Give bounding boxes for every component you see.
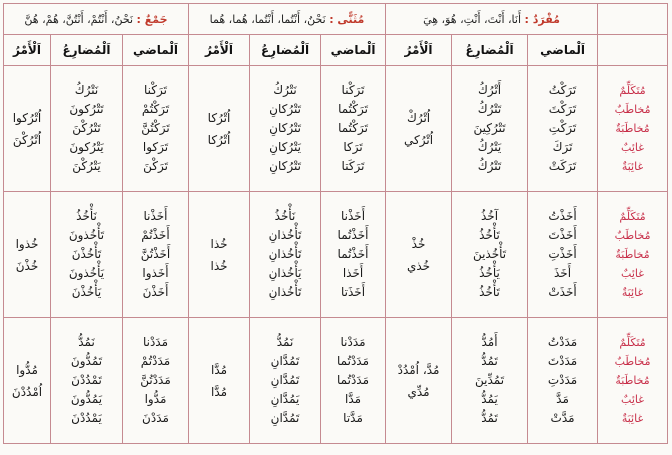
group-pronouns-dual: نَحْنُ، أَنْتُما، أَنْتُما، هُما، هُما [209,12,330,26]
group-header-dual [189,4,386,35]
person-label: مُخاطَبٌ [614,103,651,116]
verb-form: أَخَذوا [142,266,169,280]
verb-form: نَمُدُّ [78,335,95,349]
conjugation-cell-dual-amr [189,66,250,192]
person-label: مُخاطَبَةٌ [615,374,650,387]
col-header-amr: اَلْأَمْرُ [189,35,250,66]
verb-form: تَأْخُذانِ [268,247,302,261]
verb-form: مُدُّوا [16,362,38,377]
conjugation-cell-singular-mudari [452,318,528,444]
verb-form: خُذا [210,258,228,273]
verb-form: خُذْ [411,236,426,251]
group-header-row [4,4,668,35]
group-title-dual: مُثَنًّى : [329,12,365,26]
verb-form: تَتْرُكانِ [269,159,301,173]
conjugation-cell-plural-madi [123,192,189,318]
verb-form: يَمْدُدْنَ [71,411,102,425]
verb-form: مَدَدْنا [340,335,366,349]
conjugation-cell-plural-mudari [51,318,123,444]
verb-form: نَتْرُكُ [74,83,99,97]
person-label: مُخاطَبٌ [614,355,651,368]
verb-form: تَتْرُكْنَ [72,121,101,135]
verb-form: يَتْرُكونَ [69,140,104,154]
verb-form: أَخَذْتُنَّ [140,247,171,261]
verb-row [4,66,668,192]
verb-form: يَأْخُذُ [479,266,500,280]
verb-form: اُتْرُكوا [12,110,42,125]
verb-form: تَتْرُكانِ [269,121,301,135]
verb-form: تَرَكا [343,140,363,154]
verb-form: مَدَدْتُنَّ [140,373,171,387]
verb-form: أَخَذْنَ [142,285,169,299]
verb-form: تَمُدُّ [481,411,498,425]
verb-form: مَدَدْتِ [547,373,578,387]
verb-form: خُذي [406,258,431,273]
verb-form: تَتْرُكِينَ [473,121,506,135]
conjugation-cell-plural-amr [4,318,51,444]
verb-form: أَتْرُكُ [477,83,502,97]
conjugation-cell-dual-mudari [250,66,321,192]
verb-form: تَرَكْنَ [143,159,168,173]
verb-form: تَرَكَتا [341,159,365,173]
conjugation-cell-singular-madi [528,66,598,192]
person-label: غائِبٌ [621,141,645,154]
conjugation-cell-singular-madi [528,318,598,444]
verb-form: تَرَكْتِ [548,121,577,135]
person-label: غائِبَةٌ [621,160,644,173]
col-header-mudari: اَلْمُضارِعُ [51,35,123,66]
verb-form: أَخَذَ [554,266,572,280]
verb-form: تَأْخُذُ [479,228,500,242]
person-label: مُتَكَلِّمٌ [619,336,646,349]
verb-form: اُتْرُكْ [406,110,431,125]
conjugation-cell-plural-amr [4,192,51,318]
person-labels [598,192,668,318]
verb-form: مَدَّتا [343,411,363,425]
verb-form: أَخَذْنا [143,209,168,223]
verb-form: تَمْدُدْنَ [71,373,102,387]
verb-form: اُمْدُدْنَ [11,384,43,399]
verb-form: تَأْخُذُ [479,285,500,299]
verb-form: يَمُدُّونَ [70,392,103,406]
verb-form: تَتْرُكُ [477,159,502,173]
verb-form: تَأْخُذانِ [268,285,302,299]
group-pronouns-plural: نَحْنُ، أَنْتُمْ، أَنْتُنَّ، هُمْ، هُنَّ [24,12,137,26]
corner-cell [598,4,668,35]
verb-form: يَتْرُكُ [477,140,502,154]
conjugation-cell-singular-amr [386,318,452,444]
verb-form: تَرَكَ [552,140,573,154]
verb-form: تَأْخُذينَ [472,247,507,261]
verb-form: تَرَكوا [142,140,169,154]
verb-form: يَمُدُّ [481,392,498,406]
verb-form: مُدَّا [210,384,228,399]
verb-form: تَأْخُذانِ [268,228,302,242]
col-header-amr: اَلْأَمْرُ [386,35,452,66]
verb-form: أَخَذْتُ [548,209,577,223]
conjugation-cell-plural-madi [123,66,189,192]
verb-form: نَمُدُّ [276,335,294,349]
conjugation-cell-singular-mudari [452,66,528,192]
person-label: غائِبَةٌ [621,286,644,299]
conjugation-cell-dual-madi [321,192,386,318]
verb-form: أَخَذَتا [341,285,366,299]
verb-form: مَدَدْتُما [337,373,370,387]
group-pronouns-singular: أَنَا، أَنْتَ، أَنْتِ، هُوَ، هِيَ [423,12,525,26]
verb-form: تَتْرُكُ [477,102,502,116]
verb-form: اُتْرُكا [207,110,231,125]
verb-form: تَرَكْتُمْ [141,102,170,116]
person-label: مُخاطَبٌ [614,229,651,242]
verb-form: أَخَذْتُمْ [141,228,170,242]
verb-form: يَتْرُكانِ [269,140,301,154]
conjugation-cell-plural-madi [123,318,189,444]
verb-form: مَدَّتْ [550,411,575,425]
verb-form: تَأْخُذونَ [68,228,105,242]
conjugation-cell-plural-amr [4,66,51,192]
verb-form: مَدَّ [556,392,569,406]
conjugation-cell-dual-mudari [250,318,321,444]
group-header-singular [386,4,598,35]
person-label: غائِبَةٌ [621,412,644,425]
verb-form: مَدَدْتُ [547,335,578,349]
verb-form: أَخَذَتْ [548,285,577,299]
verb-form: مُدَّ، اُمْدُدْ [397,362,440,377]
verb-form: أَخَذا [342,266,364,280]
verb-form: نَأْخُذُ [274,209,296,223]
verb-form: تَمُدُّ [481,354,498,368]
col-header-madi: اَلْماضي [321,35,386,66]
verb-form: يَأْخُذونَ [68,266,105,280]
conjugation-cell-dual-madi [321,318,386,444]
person-label: مُتَكَلِّمٌ [619,84,646,97]
col-header-amr: اَلْأَمْرُ [4,35,51,66]
verb-form: تَمُدِّينَ [475,373,505,387]
verb-form: مُدَّا [210,362,228,377]
conjugation-cell-singular-madi [528,192,598,318]
verb-form: مَدَدْتَ [547,354,578,368]
person-label: مُخاطَبَةٌ [615,122,650,135]
verb-form: يَمُدَّانِ [270,392,300,406]
verb-form: نَأْخُذُ [76,209,97,223]
verb-form: مَدُّوا [144,392,167,406]
verb-form: يَأْخُذانِ [268,266,302,280]
verb-form: خُذوا [15,236,39,251]
verb-form: مُدِّي [407,384,430,399]
col-header-madi: اَلْماضي [123,35,189,66]
verb-form: تَرَكْتُما [338,121,368,135]
verb-form: أَخَذْتُما [337,228,369,242]
verb-form: مَدَدْنا [142,335,169,349]
verb-form: يَأْخُذْنَ [71,285,102,299]
person-label: مُخاطَبَةٌ [615,248,650,261]
verb-row [4,192,668,318]
verb-form: مَدَّا [345,392,362,406]
conjugation-cell-singular-amr [386,66,452,192]
verb-form: تَرَكْنا [341,83,365,97]
verb-form: تَرَكَتْ [548,159,577,173]
verb-form: أَمُدُّ [481,335,498,349]
conjugation-cell-singular-mudari [452,192,528,318]
verb-form: يَتْرُكْنَ [72,159,101,173]
person-label: غائِبٌ [621,393,645,406]
verb-form: أَخَذْتُما [337,247,369,261]
verb-row [4,318,668,444]
column-header-row [4,35,668,66]
col-header-madi: اَلْماضي [528,35,598,66]
verb-form: تَتْرُكونَ [69,102,104,116]
verb-form: تَمُدَّانِ [270,411,300,425]
verb-form: نَتْرُكُ [273,83,297,97]
person-label: غائِبٌ [621,267,645,280]
verb-form: مَدَدْتُما [337,354,370,368]
group-header-plural [4,4,189,35]
verb-form: تَأْخُذْنَ [71,247,102,261]
verb-form: اُتْرُكْنَ [12,132,42,147]
conjugation-cell-dual-mudari [250,192,321,318]
verb-conjugation-table [3,3,668,444]
group-title-singular: مُفْرَدٌ : [524,12,560,26]
conjugation-cell-dual-madi [321,66,386,192]
col-header-mudari: اَلْمُضارِعُ [250,35,321,66]
verb-form: أَخَذْتَ [548,228,577,242]
col-header-mudari: اَلْمُضارِعُ [452,35,528,66]
group-title-plural: جَمْعٌ : [136,12,168,26]
corner-cell [598,35,668,66]
verb-form: تَتْرُكانِ [269,102,301,116]
person-labels [598,318,668,444]
verb-form: مَدَدْتُمْ [140,354,171,368]
conjugation-cell-plural-mudari [51,66,123,192]
conjugation-cell-singular-amr [386,192,452,318]
verb-form: مَدَدْنَ [142,411,169,425]
verb-form: تَمُدُّونَ [70,354,103,368]
conjugation-cell-dual-amr [189,318,250,444]
verb-form: تَمُدَّانِ [270,354,300,368]
person-label: مُتَكَلِّمٌ [619,210,646,223]
verb-form: أَخَذْتِ [548,247,577,261]
verb-form: تَرَكْتُ [548,83,577,97]
verb-form: خُذا [210,236,228,251]
verb-form: تَرَكْتُما [338,102,368,116]
verb-form: آخُذُ [481,209,499,223]
verb-form: اُتْرُكي [404,132,434,147]
conjugation-cell-plural-mudari [51,192,123,318]
verb-form: تَرَكْتَ [548,102,577,116]
verb-form: أَخَذْنا [341,209,366,223]
verb-form: تَرَكْنا [144,83,167,97]
verb-form: تَمُدَّانِ [270,373,300,387]
verb-form: تَرَكْتُنَّ [141,121,170,135]
person-labels [598,66,668,192]
conjugation-cell-dual-amr [189,192,250,318]
verb-form: اُتْرُكا [207,132,231,147]
verb-form: خُذْنَ [15,258,39,273]
